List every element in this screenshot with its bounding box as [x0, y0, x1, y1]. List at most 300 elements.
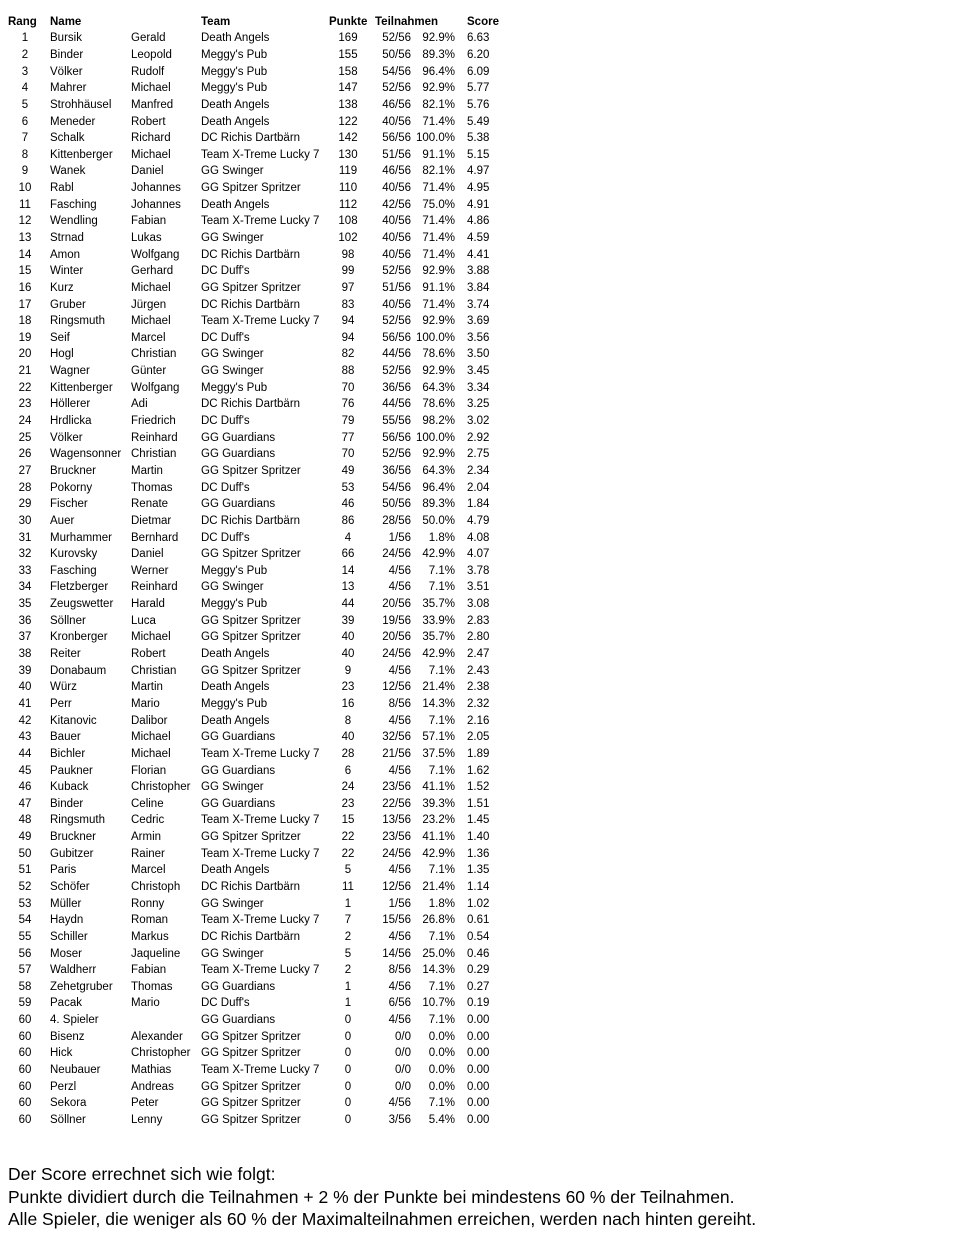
firstname-cell: Michael	[131, 315, 171, 328]
attendance-percent-cell: 98.2%	[422, 415, 455, 428]
attendance-percent-cell: 14.3%	[422, 964, 455, 977]
points-cell: 53	[341, 481, 355, 494]
lastname-cell: Perr	[50, 697, 72, 710]
points-cell: 28	[341, 747, 355, 760]
points-cell: 119	[338, 165, 358, 178]
lastname-cell: Kittenberger	[50, 148, 113, 161]
team-cell: GG Swinger	[201, 165, 264, 178]
table-row	[8, 330, 499, 347]
header-score: Score	[467, 15, 499, 28]
lastname-cell: Bruckner	[50, 831, 97, 844]
points-cell: 4	[344, 531, 352, 544]
attendance-percent-cell: 42.9%	[422, 548, 455, 561]
attendance-cell: 0/0	[395, 1047, 411, 1060]
attendance-cell: 14/56	[382, 947, 411, 960]
table-body	[8, 30, 499, 1128]
lastname-cell: Bursik	[50, 32, 82, 45]
lastname-cell: Winter	[50, 265, 84, 278]
points-cell: 158	[338, 65, 358, 78]
attendance-cell: 40/56	[382, 248, 411, 261]
rank-cell: 45	[18, 764, 32, 777]
table-row	[8, 296, 499, 313]
firstname-cell: Rudolf	[131, 65, 165, 78]
score-cell: 0.54	[467, 930, 490, 943]
firstname-cell: Jürgen	[131, 298, 167, 311]
score-cell: 1.62	[467, 764, 490, 777]
explanation-line-2: Punkte dividiert durch die Teilnahmen + 2 % der Punkte bei mindestens 60 % der Teilnahmen.	[8, 1186, 735, 1207]
table-row	[8, 379, 499, 396]
team-cell: Meggy's Pub	[201, 48, 268, 61]
rank-cell: 1	[21, 32, 29, 45]
firstname-cell: Bernhard	[131, 531, 179, 544]
score-cell: 4.91	[467, 198, 490, 211]
score-cell: 5.49	[467, 115, 490, 128]
rank-cell: 37	[18, 631, 32, 644]
team-cell: Death Angels	[201, 32, 270, 45]
table-row	[8, 1095, 499, 1112]
lastname-cell: Kurz	[50, 281, 74, 294]
firstname-cell: Johannes	[131, 198, 181, 211]
team-cell: GG Spitzer Spritzer	[201, 1097, 301, 1110]
score-cell: 3.56	[467, 331, 490, 344]
attendance-percent-cell: 96.4%	[422, 65, 455, 78]
team-cell: GG Spitzer Spritzer	[201, 664, 301, 677]
attendance-cell: 12/56	[382, 681, 411, 694]
points-cell: 9	[344, 664, 352, 677]
score-explanation	[8, 1163, 756, 1231]
points-cell: 1	[344, 997, 352, 1010]
table-row	[8, 1045, 499, 1062]
team-cell: Death Angels	[201, 714, 270, 727]
attendance-percent-cell: 78.6%	[422, 348, 455, 361]
attendance-percent-cell: 71.4%	[422, 182, 455, 195]
attendance-percent-cell: 91.1%	[422, 148, 455, 161]
rank-cell: 19	[18, 331, 32, 344]
table-row	[8, 979, 499, 996]
lastname-cell: Donabaum	[50, 664, 107, 677]
rank-cell: 13	[18, 232, 32, 244]
rank-cell: 60	[18, 1113, 32, 1126]
rank-cell: 27	[18, 464, 32, 477]
firstname-cell: Robert	[131, 648, 166, 661]
team-cell: DC Richis Dartbärn	[201, 514, 301, 527]
rank-cell: 50	[18, 847, 32, 860]
points-cell: 112	[338, 198, 358, 211]
lastname-cell: Fischer	[50, 498, 88, 511]
attendance-percent-cell: 0.0%	[428, 1080, 455, 1093]
points-cell: 11	[342, 880, 354, 893]
attendance-percent-cell: 10.7%	[422, 997, 455, 1010]
score-cell: 1.35	[467, 864, 490, 877]
firstname-cell: Manfred	[131, 98, 174, 111]
rank-cell: 60	[18, 1030, 32, 1043]
points-cell: 110	[338, 182, 358, 195]
score-cell: 0.29	[467, 964, 490, 977]
lastname-cell: Wagensonner	[50, 448, 122, 461]
rank-cell: 36	[18, 614, 32, 627]
firstname-cell: Christian	[131, 448, 177, 461]
attendance-cell: 46/56	[382, 165, 411, 178]
points-cell: 6	[344, 764, 352, 777]
points-cell: 169	[338, 32, 358, 45]
attendance-percent-cell: 7.1%	[428, 764, 455, 777]
lastname-cell: Binder	[50, 797, 84, 810]
points-cell: 5	[344, 864, 352, 877]
score-cell: 4.07	[467, 548, 490, 561]
team-cell: GG Spitzer Spritzer	[201, 1113, 301, 1126]
score-cell: 3.74	[467, 298, 490, 311]
score-cell: 3.34	[467, 381, 490, 394]
attendance-percent-cell: 89.3%	[422, 498, 455, 511]
attendance-percent-cell: 41.1%	[422, 831, 455, 844]
lastname-cell: Völker	[50, 65, 83, 78]
score-cell: 2.83	[467, 614, 490, 627]
rank-cell: 60	[18, 1047, 32, 1060]
rank-cell: 6	[21, 115, 29, 128]
team-cell: GG Swinger	[201, 365, 264, 378]
header-teilnahmen: Teilnahmen	[375, 15, 439, 28]
attendance-percent-cell: 71.4%	[422, 232, 455, 244]
attendance-cell: 13/56	[382, 814, 411, 827]
attendance-percent-cell: 92.9%	[422, 365, 455, 378]
table-row	[8, 496, 499, 513]
points-cell: 1	[344, 980, 352, 993]
attendance-cell: 4/56	[388, 864, 411, 877]
rank-cell: 20	[18, 348, 32, 361]
lastname-cell: Müller	[50, 897, 82, 910]
points-cell: 70	[341, 381, 355, 394]
table-row	[8, 163, 499, 180]
rank-cell: 26	[18, 448, 32, 461]
attendance-percent-cell: 64.3%	[422, 381, 455, 394]
table-row	[8, 113, 499, 130]
lastname-cell: Bisenz	[50, 1030, 85, 1043]
lastname-cell: Perzl	[50, 1080, 77, 1093]
firstname-cell: Friedrich	[131, 415, 176, 428]
table-row	[8, 479, 499, 496]
firstname-cell: Florian	[131, 764, 167, 777]
rank-cell: 41	[18, 697, 32, 710]
rank-cell: 10	[18, 182, 32, 195]
team-cell: GG Guardians	[201, 980, 276, 993]
attendance-cell: 24/56	[382, 548, 411, 561]
lastname-cell: Kronberger	[50, 631, 108, 644]
table-row	[8, 313, 499, 330]
lastname-cell: Pokorny	[50, 481, 93, 494]
points-cell: 2	[344, 930, 352, 943]
attendance-percent-cell: 7.1%	[428, 1014, 455, 1027]
firstname-cell: Christian	[131, 348, 177, 361]
score-cell: 4.59	[467, 232, 490, 244]
score-cell: 2.75	[467, 448, 490, 461]
points-cell: 39	[341, 614, 355, 627]
attendance-cell: 4/56	[388, 1014, 411, 1027]
score-cell: 1.40	[467, 831, 490, 844]
rank-cell: 2	[21, 48, 29, 61]
attendance-percent-cell: 42.9%	[422, 847, 455, 860]
firstname-cell: Harald	[131, 598, 165, 611]
score-cell: 1.02	[467, 897, 490, 910]
score-cell: 1.51	[467, 797, 490, 810]
attendance-cell: 15/56	[382, 914, 411, 927]
team-cell: GG Spitzer Spritzer	[201, 1080, 301, 1093]
table-row	[8, 729, 499, 746]
team-cell: DC Duff's	[201, 415, 250, 428]
firstname-cell: Dietmar	[131, 514, 172, 527]
table-row	[8, 762, 499, 779]
points-cell: 8	[344, 714, 352, 727]
table-row	[8, 862, 499, 879]
table-row	[8, 146, 499, 163]
rank-cell: 60	[18, 1097, 32, 1110]
firstname-cell: Thomas	[131, 481, 173, 494]
firstname-cell: Mario	[131, 697, 160, 710]
lastname-cell: Paukner	[50, 764, 93, 777]
points-cell: 99	[341, 265, 355, 278]
attendance-percent-cell: 7.1%	[428, 1097, 455, 1110]
team-cell: GG Swinger	[201, 581, 264, 594]
firstname-cell: Michael	[131, 82, 171, 95]
firstname-cell: Ronny	[131, 897, 165, 910]
rank-cell: 5	[21, 98, 29, 111]
firstname-cell: Dalibor	[131, 714, 168, 727]
firstname-cell: Christopher	[131, 781, 191, 794]
score-cell: 0.46	[467, 947, 490, 960]
rank-cell: 60	[18, 1064, 32, 1077]
table-row	[8, 546, 499, 563]
table-row	[8, 213, 499, 230]
lastname-cell: Murhammer	[50, 531, 112, 544]
score-cell: 3.84	[467, 281, 490, 294]
lastname-cell: Neubauer	[50, 1064, 101, 1077]
points-cell: 0	[344, 1047, 352, 1060]
table-row	[8, 812, 499, 829]
rank-cell: 23	[18, 398, 32, 411]
lastname-cell: Pacak	[50, 997, 82, 1010]
attendance-percent-cell: 64.3%	[422, 464, 455, 477]
attendance-cell: 56/56	[382, 431, 411, 444]
rank-cell: 48	[18, 814, 32, 827]
team-cell: DC Richis Dartbärn	[201, 398, 301, 411]
rank-cell: 52	[18, 880, 32, 893]
attendance-cell: 50/56	[382, 498, 411, 511]
attendance-percent-cell: 14.3%	[422, 697, 455, 710]
attendance-percent-cell: 75.0%	[422, 198, 455, 211]
firstname-cell: Wolfgang	[131, 381, 180, 394]
score-cell: 3.78	[467, 564, 490, 577]
points-cell: 0	[344, 1080, 352, 1093]
attendance-cell: 22/56	[382, 797, 411, 810]
attendance-percent-cell: 42.9%	[422, 648, 455, 661]
score-cell: 3.51	[467, 581, 490, 594]
firstname-cell: Michael	[131, 148, 171, 161]
firstname-cell: Michael	[131, 731, 171, 744]
points-cell: 1	[344, 897, 352, 910]
points-cell: 155	[338, 48, 358, 61]
score-cell: 2.43	[467, 664, 490, 677]
team-cell: GG Spitzer Spritzer	[201, 1030, 301, 1043]
team-cell: DC Duff's	[201, 481, 250, 494]
table-row	[8, 30, 499, 47]
attendance-percent-cell: 89.3%	[422, 48, 455, 61]
attendance-cell: 4/56	[388, 1097, 411, 1110]
table-row	[8, 97, 499, 114]
team-cell: DC Duff's	[201, 265, 250, 278]
table-row	[8, 962, 499, 979]
lastname-cell: Moser	[50, 947, 82, 960]
team-cell: GG Spitzer Spritzer	[201, 614, 301, 627]
rank-cell: 29	[18, 498, 32, 511]
team-cell: GG Guardians	[201, 448, 276, 461]
attendance-percent-cell: 57.1%	[422, 731, 455, 744]
attendance-cell: 4/56	[388, 581, 411, 594]
attendance-cell: 20/56	[382, 598, 411, 611]
firstname-cell: Marcel	[131, 331, 166, 344]
points-cell: 15	[341, 814, 355, 827]
attendance-cell: 32/56	[382, 731, 411, 744]
team-cell: GG Swinger	[201, 947, 264, 960]
table-row	[8, 746, 499, 763]
attendance-cell: 44/56	[382, 348, 411, 361]
score-cell: 2.05	[467, 731, 490, 744]
firstname-cell: Reinhard	[131, 581, 178, 594]
attendance-percent-cell: 96.4%	[422, 481, 455, 494]
table-row	[8, 63, 499, 80]
team-cell: Meggy's Pub	[201, 82, 268, 95]
rank-cell: 47	[18, 797, 32, 810]
rank-cell: 34	[18, 581, 32, 594]
points-cell: 0	[344, 1113, 352, 1126]
score-cell: 6.09	[467, 65, 490, 78]
attendance-cell: 24/56	[382, 847, 411, 860]
firstname-cell: Fabian	[131, 964, 167, 977]
table-row	[8, 346, 499, 363]
firstname-cell: Daniel	[131, 548, 164, 561]
team-cell: Death Angels	[201, 864, 270, 877]
rank-cell: 55	[18, 930, 32, 943]
attendance-percent-cell: 1.8%	[428, 897, 455, 910]
rank-cell: 12	[18, 215, 32, 228]
lastname-cell: Hick	[50, 1047, 73, 1060]
table-row	[8, 1012, 499, 1029]
rank-cell: 60	[18, 1080, 32, 1093]
team-cell: DC Duff's	[201, 531, 250, 544]
firstname-cell: Marcel	[131, 864, 166, 877]
lastname-cell: Fletzberger	[50, 581, 109, 594]
score-cell: 4.95	[467, 182, 490, 195]
rank-cell: 60	[18, 1014, 32, 1027]
attendance-cell: 36/56	[382, 464, 411, 477]
score-cell: 2.80	[467, 631, 490, 644]
attendance-cell: 4/56	[388, 980, 411, 993]
score-cell: 2.32	[467, 697, 490, 710]
team-cell: Team X-Treme Lucky 7	[201, 847, 320, 860]
rank-cell: 16	[18, 281, 32, 294]
table-row	[8, 196, 499, 213]
attendance-cell: 12/56	[382, 880, 411, 893]
rank-cell: 57	[18, 964, 32, 977]
firstname-cell: Roman	[131, 914, 169, 927]
table-row	[8, 929, 499, 946]
attendance-percent-cell: 7.1%	[428, 930, 455, 943]
attendance-cell: 52/56	[382, 315, 411, 328]
attendance-percent-cell: 100.0%	[415, 431, 455, 444]
team-cell: GG Spitzer Spritzer	[201, 281, 301, 294]
attendance-percent-cell: 0.0%	[428, 1047, 455, 1060]
score-cell: 0.61	[467, 914, 490, 927]
firstname-cell: Lenny	[131, 1113, 163, 1126]
rank-cell: 44	[18, 747, 32, 760]
score-cell: 0.00	[467, 1097, 490, 1110]
points-cell: 7	[344, 914, 352, 927]
rank-cell: 39	[18, 664, 32, 677]
rank-cell: 18	[18, 315, 32, 328]
score-cell: 4.86	[467, 215, 490, 228]
attendance-percent-cell: 35.7%	[422, 598, 455, 611]
attendance-percent-cell: 7.1%	[428, 564, 455, 577]
team-cell: Death Angels	[201, 115, 270, 128]
table-row	[8, 612, 499, 629]
lastname-cell: Wanek	[50, 165, 86, 178]
attendance-percent-cell: 7.1%	[428, 664, 455, 677]
table-row	[8, 396, 499, 413]
attendance-percent-cell: 0.0%	[428, 1030, 455, 1043]
score-cell: 3.45	[467, 365, 490, 378]
attendance-cell: 50/56	[382, 48, 411, 61]
firstname-cell: Christian	[131, 664, 177, 677]
table-header-row	[8, 13, 499, 30]
points-cell: 108	[338, 215, 358, 228]
points-cell: 79	[341, 415, 355, 428]
attendance-percent-cell: 92.9%	[422, 448, 455, 461]
lastname-cell: Gruber	[50, 298, 86, 311]
score-cell: 1.84	[467, 498, 490, 511]
attendance-cell: 4/56	[388, 564, 411, 577]
score-cell: 4.08	[467, 531, 490, 544]
team-cell: Meggy's Pub	[201, 65, 268, 78]
attendance-cell: 1/56	[388, 897, 411, 910]
score-cell: 2.47	[467, 648, 490, 661]
lastname-cell: Völker	[50, 431, 83, 444]
points-cell: 0	[344, 1064, 352, 1077]
attendance-percent-cell: 100.0%	[415, 132, 455, 145]
score-cell: 0.19	[467, 997, 490, 1010]
team-cell: GG Spitzer Spritzer	[201, 631, 301, 644]
attendance-cell: 40/56	[382, 232, 411, 244]
table-row	[8, 845, 499, 862]
lastname-cell: Haydn	[50, 914, 84, 927]
lastname-cell: 4. Spieler	[50, 1014, 99, 1027]
lastname-cell: Strohhäusel	[50, 98, 112, 111]
attendance-cell: 52/56	[382, 265, 411, 278]
points-cell: 122	[338, 115, 358, 128]
team-cell: Death Angels	[201, 648, 270, 661]
lastname-cell: Binder	[50, 48, 84, 61]
rank-cell: 53	[18, 897, 32, 910]
lastname-cell: Schöfer	[50, 880, 90, 893]
rank-cell: 33	[18, 564, 32, 577]
ranking-table	[8, 13, 499, 1128]
attendance-cell: 46/56	[382, 98, 411, 111]
rank-cell: 30	[18, 514, 32, 527]
points-cell: 22	[341, 831, 355, 844]
attendance-percent-cell: 100.0%	[415, 331, 455, 344]
attendance-cell: 0/0	[395, 1080, 411, 1093]
attendance-cell: 54/56	[382, 65, 411, 78]
attendance-percent-cell: 7.1%	[428, 581, 455, 594]
score-cell: 3.25	[467, 398, 490, 411]
lastname-cell: Kittenberger	[50, 381, 113, 394]
